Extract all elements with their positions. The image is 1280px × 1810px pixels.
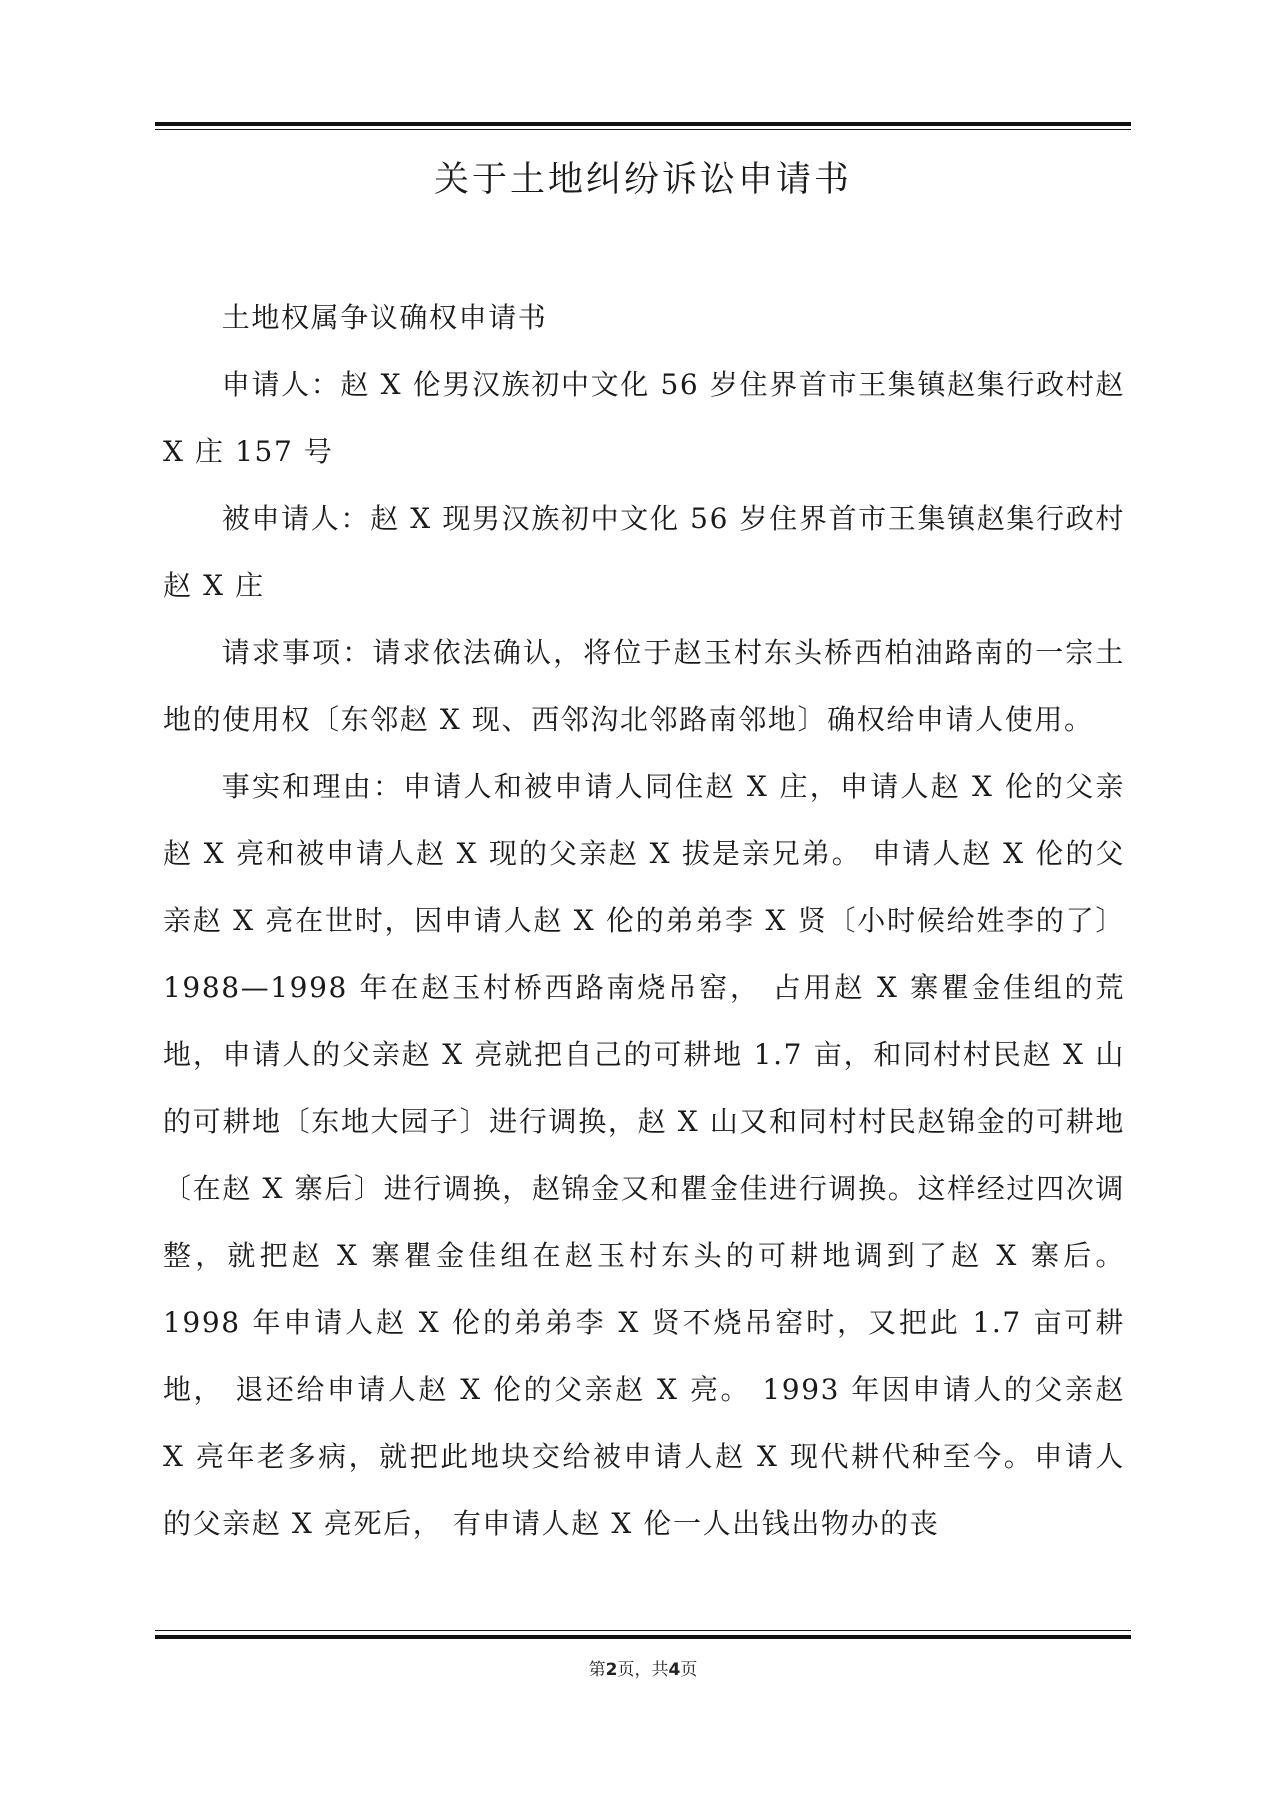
paragraph-subtitle: 土地权属争议确权申请书 bbox=[221, 301, 548, 334]
page-middle: 页，共 bbox=[617, 1660, 669, 1680]
page-total: 4 bbox=[668, 1660, 681, 1680]
footer-rule bbox=[155, 1630, 1131, 1639]
page-number bbox=[155, 1655, 1131, 1680]
document-title: 关于土地纠纷诉讼申请书 bbox=[433, 160, 852, 200]
header-rule bbox=[155, 122, 1131, 130]
paragraph-facts: 事实和理由：申请人和被申请人同住赵 X 庄，申请人赵 X 伦的父亲赵 X 亮和被申请人赵 X 现的父亲赵 X 拔是亲兄弟。 申请人赵 X 伦的父亲赵 X 亮在世时，因申请人赵 X 伦的弟弟李 X 贤〔小时候给姓李的了〕 1988—1998 年在赵玉村桥西路南烧吊窑， 占用赵 X 寨瞿金佳组的荒地，申请人的父亲赵 X 亮就把自己的可耕地 1.7 亩，和同村村民赵 X 山的可耕地〔东地大园子〕进行调换，赵 X 山又和同村村民赵锦金的可耕地〔在赵 X 寨后〕进行调换，赵锦金又和瞿金佳进行调换。这样经过四次调整，就把赵 X 寨瞿金佳组在赵玉村东头的可耕地调到了赵 X 寨后。 1998 年申请人赵 X 伦的弟弟李 X 贤不烧吊窑时，又把此 1.7 亩可耕地， 退还给申请人赵 X 伦的父亲赵 X 亮。 1993 年因申请人的父亲赵 X 亮年老多病，就把此地块交给被申请人赵 X 现代耕代种至今。申请人的父亲赵 X 亮死后， 有申请人赵 X 伦一人出钱出物办的丧 bbox=[163, 770, 1125, 1540]
page-prefix: 第 bbox=[588, 1660, 606, 1680]
page-suffix: 页 bbox=[680, 1660, 698, 1680]
paragraph-applicant: 申请人：赵 X 伦男汉族初中文化 56 岁住界首市王集镇赵集行政村赵 X 庄 157 号 bbox=[163, 368, 1125, 468]
page-current: 2 bbox=[605, 1660, 618, 1680]
paragraph-respondent: 被申请人：赵 X 现男汉族初中文化 56 岁住界首市王集镇赵集行政村赵 X 庄 bbox=[163, 502, 1125, 602]
paragraph-request: 请求事项：请求依法确认，将位于赵玉村东头桥西柏油路南的一宗土地的使用权〔东邻赵 X 现、西邻沟北邻路南邻地〕确权给申请人使用。 bbox=[163, 636, 1125, 736]
document-body bbox=[163, 284, 1125, 1557]
